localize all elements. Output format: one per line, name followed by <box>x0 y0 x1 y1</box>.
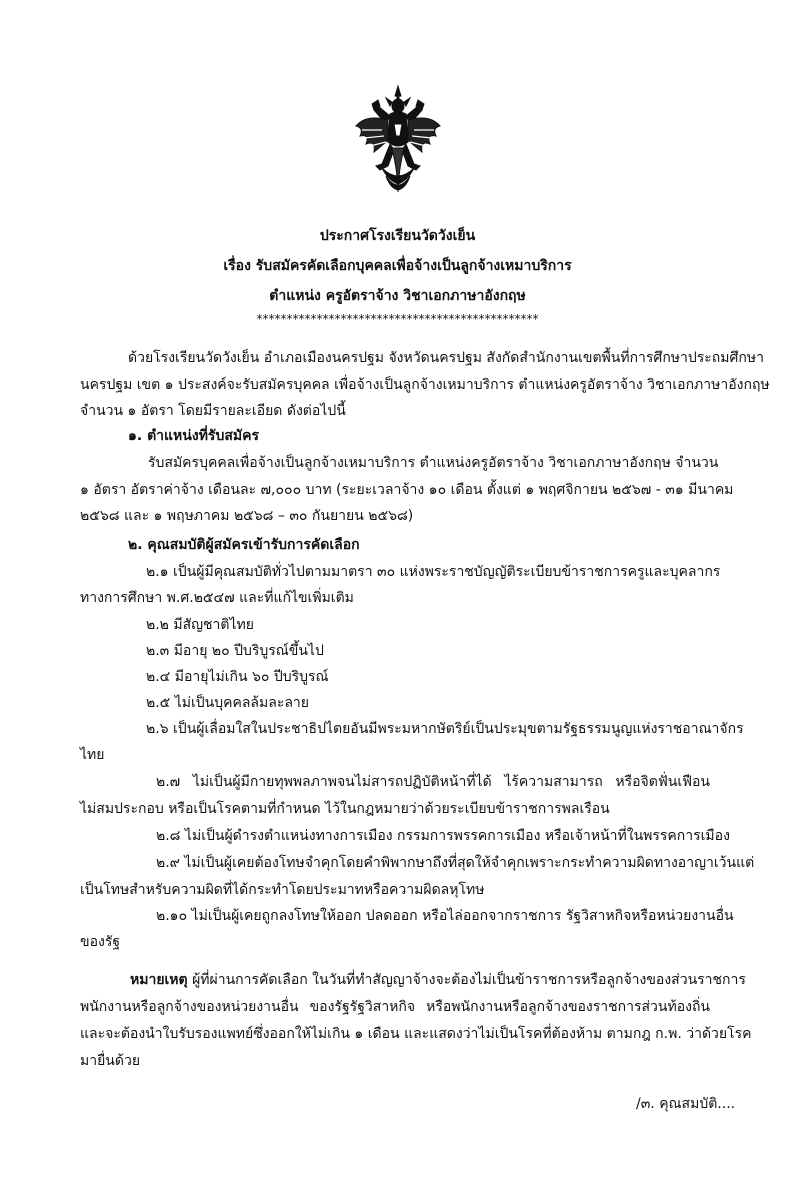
announcement-position: ตำแหน่ง ครูอัตราจ้าง วิชาเอกภาษาอังกฤษ <box>269 288 526 304</box>
qualification-line: ทางการศึกษา พ.ศ.๒๕๔๗ และที่แก้ไขเพิ่มเติม <box>80 590 354 606</box>
section1-line: รับสมัครบุคคลเพื่อจ้างเป็นลูกจ้างเหมาบริการ ตำแหน่งครูอัตราจ้าง วิชาเอกภาษาอังกฤษ จำนวน <box>148 455 719 471</box>
qualification-line: ๒.๓ มีอายุ ๒๐ ปีบริบูรณ์ขึ้นไป <box>146 643 324 659</box>
note-line: พนักงานหรือลูกจ้างของหน่วยงานอื่น ของรัฐรัฐวิสาหกิจ หรือพนักงานหรือลูกจ้างของราชการส่วนท้องถิ่น <box>80 999 710 1015</box>
note-first-line <box>130 970 746 990</box>
announcement-title: ประกาศโรงเรียนวัดวังเย็น <box>319 228 476 244</box>
qualification-line: ๒.๕ ไม่เป็นบุคคลล้มละลาย <box>146 695 309 711</box>
section-heading: ๑. ตำแหน่งที่รับสมัคร <box>128 428 259 444</box>
intro-line: ด้วยโรงเรียนวัดวังเย็น อำเภอเมืองนครปฐม จังหวัดนครปฐม สังกัดสำนักงานเขตพื้นที่การศึกษาประถมศึกษา <box>128 350 764 366</box>
qualification-line: ๒.๒ มีสัญชาติไทย <box>146 617 254 633</box>
qualification-line: ๒.๖ เป็นผู้เลื่อมใสในประชาธิปไตยอันมีพระมหากษัตริย์เป็นประมุขตามรัฐธรรมนูญแห่งราชอาณาจักร <box>146 721 744 737</box>
intro-line: นครปฐม เขต ๑ ประสงค์จะรับสมัครบุคคล เพื่อจ้างเป็นลูกจ้างเหมาบริการ ตำแหน่งครูอัตราจ้าง วิชาเอกภาษาอังกฤษ <box>80 377 770 393</box>
section1-line: ๑ อัตรา อัตราค่าจ้าง เดือนละ ๗,๐๐๐ บาท (ระยะเวลาจ้าง ๑๐ เดือน ตั้งแต่ ๑ พฤศจิกายน ๒๕๖๗ - ๓๑ มีนาคม <box>80 482 734 498</box>
qualification-line: ๒.๔ มีอายุไม่เกิน ๖๐ ปีบริบูรณ์ <box>146 669 329 685</box>
intro-line: จำนวน ๑ อัตรา โดยมีรายละเอียด ดังต่อไปนี้ <box>80 403 346 419</box>
section-heading: ๒. คุณสมบัติผู้สมัครเข้ารับการคัดเลือก <box>128 537 360 553</box>
garuda-emblem-icon <box>352 84 444 196</box>
note-label: หมายเหตุ <box>130 972 188 988</box>
header-separator: *********************************************** <box>256 312 539 326</box>
qualification-line: ๒.๙ ไม่เป็นผู้เคยต้องโทษจำคุกโดยคำพิพากษาถึงที่สุดให้จำคุกเพราะกระทำความผิดทางอาญาเว้นแต่ <box>156 855 755 871</box>
qualification-line: ไม่สมประกอบ หรือเป็นโรคตามที่กำหนด ไว้ในกฎหมายว่าด้วยระเบียบข้าราชการพลเรือน <box>80 801 610 817</box>
continuation-text: /๓. คุณสมบัติ.... <box>636 1096 736 1112</box>
section1-line: ๒๕๖๘ และ ๑ พฤษภาคม ๒๕๖๘ – ๓๐ กันยายน ๒๕๖๘) <box>80 508 414 524</box>
qualification-line: ของรัฐ <box>80 934 121 950</box>
note-line: และจะต้องนำใบรับรองแพทย์ซึ่งออกให้ไม่เกิน ๑ เดือน และแสดงว่าไม่เป็นโรคที่ต้องห้าม ตามกฎ ก.พ. ว่าด้วยโรค <box>80 1026 752 1042</box>
qualification-line: ๒.๑ เป็นผู้มีคุณสมบัติทั่วไปตามมาตรา ๓๐ แห่งพระราชบัญญัติระเบียบข้าราชการครูและบุคลากร <box>146 564 721 580</box>
announcement-subject: เรื่อง รับสมัครคัดเลือกบุคคลเพื่อจ้างเป็นลูกจ้างเหมาบริการ <box>223 258 572 274</box>
note-text: ผู้ที่ผ่านการคัดเลือก ในวันที่ทำสัญญาจ้างจะต้องไม่เป็นข้าราชการหรือลูกจ้างของส่วนราชการ <box>187 972 746 988</box>
qualification-line: ๒.๘ ไม่เป็นผู้ดำรงตำแหน่งทางการเมือง กรรมการพรรคการเมือง หรือเจ้าหน้าที่ในพรรคการเมือง <box>156 828 730 844</box>
qualification-line: ๒.๑๐ ไม่เป็นผู้เคยถูกลงโทษให้ออก ปลดออก หรือไล่ออกจากราชการ รัฐวิสาหกิจหรือหน่วยงานอื่น <box>156 908 734 924</box>
qualification-line: เป็นโทษสำหรับความผิดที่ได้กระทำโดยประมาทหรือความผิดลหุโทษ <box>80 882 485 898</box>
qualification-line: ไทย <box>80 747 105 763</box>
qualification-line: ๒.๗ ไม่เป็นผู้มีกายทุพพลภาพจนไม่สารถปฏิบัติหน้าที่ได้ ไร้ความสามารถ หรือจิตฟั่นเฟือน <box>156 774 710 790</box>
note-line: มายื่นด้วย <box>80 1053 141 1069</box>
